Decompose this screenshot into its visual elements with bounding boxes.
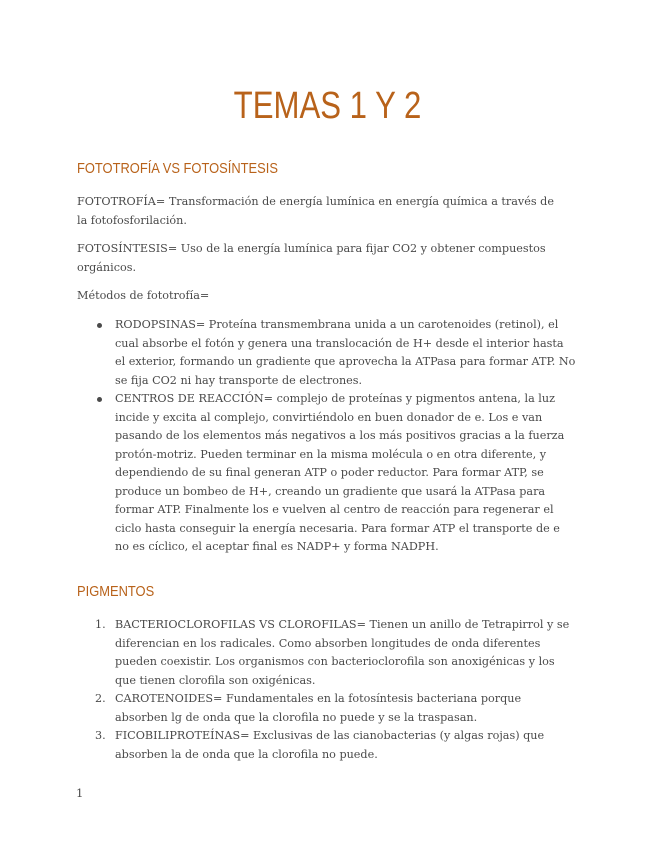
list-item bbox=[77, 390, 577, 557]
paragraph-fotosintesis-definition: FOTOSÍNTESIS= Uso de la energía lumínica para fijar CO2 y obtener compuestos orgánicos. bbox=[77, 242, 546, 274]
bullet-list-metodos bbox=[77, 316, 577, 557]
paragraph-metodos: Métodos de fototrofía= bbox=[77, 289, 210, 302]
list-number: 2. bbox=[95, 692, 106, 705]
bullet-icon bbox=[97, 323, 102, 328]
list-item bbox=[77, 616, 577, 690]
page-title: TEMAS 1 Y 2 bbox=[233, 85, 422, 127]
list-item-text: BACTERIOCLOROFILAS VS CLOROFILAS= Tienen un anillo de Tetrapirrol y se diferencian en los radicales. Como absorben longitudes de onda diferentes pueden coexistir. Los organismos con bacterioclorofila son anoxigénicas y los que tienen clorofila son oxigénicas. bbox=[115, 618, 570, 687]
paragraph-fototrofia-definition: FOTOTROFÍA= Transformación de energía lumínica en energía química a través de la fotofosforilación. bbox=[77, 195, 554, 227]
list-item-text: CAROTENOIDES= Fundamentales en la fotosíntesis bacteriana porque absorben lg de onda que la clorofila no puede y se la traspasan. bbox=[115, 692, 522, 724]
numbered-list-pigmentos bbox=[77, 616, 577, 764]
list-number: 1. bbox=[95, 618, 106, 631]
list-item-text: CENTROS DE REACCIÓN= complejo de proteínas y pigmentos antena, la luz incide y excita al complejo, convirtiéndolo en buen donador de e. Los e van pasando de los elementos más negativos a los más positivos gracias a la fuerza protón-motriz. Pueden terminar en la misma molécula o en otra diferente, y dependiendo de su final generan ATP o poder reductor. Para formar ATP, se produce un bombeo de H+, creando un gradiente que usará la ATPasa para formar ATP. Finalmente los e vuelven al centro de reacción para regenerar el ciclo hasta conseguir la energía necesaria. Para formar ATP el transporte de e no es cíclico, el aceptar final es NADP+ y forma NADPH. bbox=[115, 392, 565, 553]
list-item bbox=[77, 316, 577, 390]
list-item-text: RODOPSINAS= Proteína transmembrana unida a un carotenoides (retinol), el cual absorbe el fotón y genera una translocación de H+ desde el interior hasta el exterior, formando un gradiente que aprovecha la ATPasa para formar ATP. No se fija CO2 ni hay transporte de electrones. bbox=[115, 318, 576, 387]
list-item bbox=[77, 690, 577, 727]
page-number: 1 bbox=[76, 786, 84, 800]
bullet-icon bbox=[97, 397, 102, 402]
list-item bbox=[77, 727, 577, 764]
list-number: 3. bbox=[95, 729, 106, 742]
list-item-text: FICOBILIPROTEÍNAS= Exclusivas de las cianobacterias (y algas rojas) que absorben la de onda que la clorofila no puede. bbox=[115, 729, 545, 761]
section-heading-fototrofia: FOTOTROFÍA VS FOTOSÍNTESIS bbox=[77, 160, 278, 177]
section-heading-pigmentos: PIGMENTOS bbox=[77, 583, 155, 600]
